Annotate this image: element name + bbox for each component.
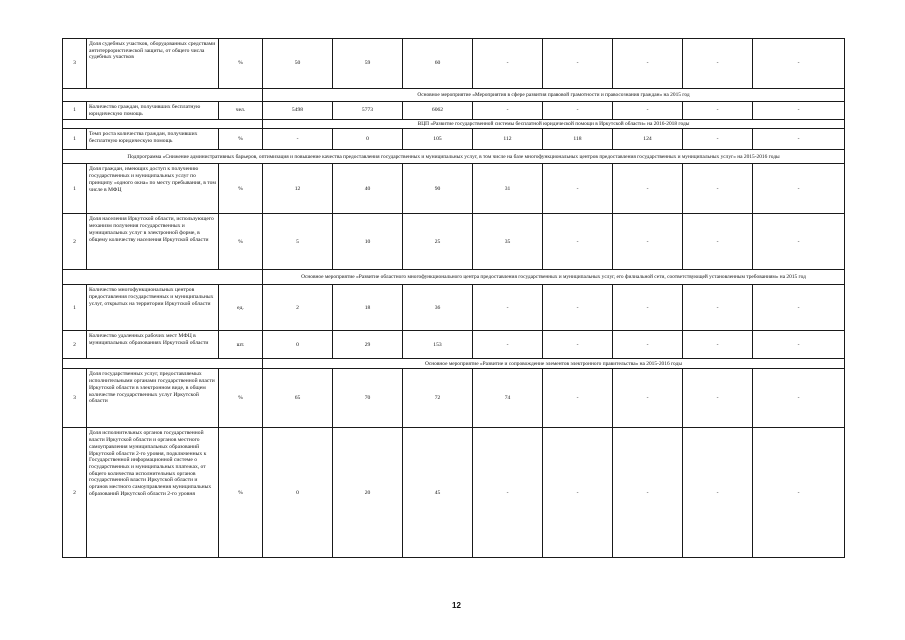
header-blank-cell <box>63 359 263 369</box>
indicator-name: Количество граждан, получивших бесплатную юридическую помощь <box>87 102 219 120</box>
section-header-row <box>63 89 845 102</box>
page-number: 12 <box>452 601 461 610</box>
row-number: 1 <box>63 102 87 120</box>
unit-cell: % <box>219 214 263 270</box>
row-number: 3 <box>63 369 87 428</box>
value-cell: 70 <box>333 369 403 428</box>
row-number: 1 <box>63 164 87 214</box>
header-blank-cell <box>63 120 263 129</box>
row-number: 2 <box>63 331 87 359</box>
value-cell: 5 <box>263 214 333 270</box>
value-cell: 18 <box>333 285 403 331</box>
value-cell: 36 <box>403 285 473 331</box>
value-cell: - <box>683 285 753 331</box>
section-header: Подпрограмма «Снижение административных барьеров, оптимизация и повышение качества предоставления государственных и муниципальных услуг, в том числе на базе многофункциональных центров предоставления государственных и муниципальных услуг» на 2015-2016 годы <box>63 150 845 164</box>
value-cell: 50 <box>263 39 333 89</box>
section-header-row <box>63 120 845 129</box>
header-blank-cell <box>63 89 263 102</box>
section-header-row <box>63 359 845 369</box>
value-cell: - <box>683 331 753 359</box>
value-cell: - <box>683 164 753 214</box>
value-cell: - <box>543 214 613 270</box>
table-body <box>63 39 845 558</box>
value-cell: - <box>683 428 753 558</box>
value-cell: - <box>753 214 845 270</box>
indicator-name: Доля государственных услуг, предоставляемых исполнительными органами государственной власти Иркутской области в электронном виде, в общем количестве государственных услуг Иркутской области <box>87 369 219 428</box>
table-row <box>63 214 845 270</box>
value-cell: 74 <box>473 369 543 428</box>
indicator-name: Количество удаленных рабочих мест МФЦ в муниципальных образованиях Иркутской области <box>87 331 219 359</box>
table-row <box>63 428 845 558</box>
value-cell: - <box>543 164 613 214</box>
section-header: Основное мероприятие «Мероприятия в сфере развития правовой грамотности и правосознания граждан» на 2015 год <box>263 89 845 102</box>
unit-cell: % <box>219 428 263 558</box>
unit-cell: % <box>219 369 263 428</box>
value-cell: - <box>753 129 845 150</box>
value-cell: - <box>543 102 613 120</box>
indicator-name: Темп роста количества граждан, получивших бесплатную юридическую помощь <box>87 129 219 150</box>
row-number: 1 <box>63 129 87 150</box>
value-cell: 20 <box>333 428 403 558</box>
value-cell: - <box>753 102 845 120</box>
value-cell: - <box>543 39 613 89</box>
value-cell: - <box>683 214 753 270</box>
value-cell: 40 <box>333 164 403 214</box>
value-cell: - <box>543 331 613 359</box>
value-cell: - <box>683 102 753 120</box>
value-cell: 90 <box>403 164 473 214</box>
value-cell: - <box>473 428 543 558</box>
value-cell: - <box>683 369 753 428</box>
value-cell: - <box>613 102 683 120</box>
value-cell: 65 <box>263 369 333 428</box>
row-number: 3 <box>63 39 87 89</box>
value-cell: 0 <box>333 129 403 150</box>
value-cell: - <box>753 369 845 428</box>
table-row <box>63 369 845 428</box>
section-header: Основное мероприятие «Развитие областного многофункционального центра предоставления государственных и муниципальных услуг, его филиальной сети, соответствующей установленным требованиям» на 2015 год <box>263 270 845 285</box>
value-cell: 0 <box>263 428 333 558</box>
value-cell: - <box>683 39 753 89</box>
value-cell: 59 <box>333 39 403 89</box>
value-cell: - <box>613 39 683 89</box>
value-cell: - <box>753 331 845 359</box>
unit-cell: шт. <box>219 331 263 359</box>
value-cell: 153 <box>403 331 473 359</box>
indicator-name: Количество многофункциональных центров предоставления государственных и муниципальных услуг, открытых на территории Иркутской области <box>87 285 219 331</box>
value-cell: - <box>613 214 683 270</box>
value-cell: 124 <box>613 129 683 150</box>
table-row <box>63 39 845 89</box>
value-cell: - <box>683 129 753 150</box>
indicator-name: Доля исполнительных органов государственной власти Иркутской области и органов местного самоуправления муниципальных образований Иркутской области 2-го уровня, подключенных к Государственной информационной системе о государственных и муниципальных платежах, от общего количества исполнительных органов государственной власти Иркутской области и органов местного самоуправления муниципальных образований Иркутской области 2-го уровня <box>87 428 219 558</box>
value-cell: - <box>543 369 613 428</box>
value-cell: 12 <box>263 164 333 214</box>
indicators-table <box>62 38 845 558</box>
value-cell: - <box>543 428 613 558</box>
value-cell: - <box>753 428 845 558</box>
indicator-name: Доля судебных участков, оборудованных средствами антитеррористической защиты, от общего числа судебных участков <box>87 39 219 89</box>
row-number: 1 <box>63 285 87 331</box>
value-cell: - <box>753 285 845 331</box>
unit-cell: % <box>219 164 263 214</box>
value-cell: 2 <box>263 285 333 331</box>
value-cell: 72 <box>403 369 473 428</box>
unit-cell: % <box>219 39 263 89</box>
value-cell: - <box>263 129 333 150</box>
value-cell: - <box>613 369 683 428</box>
table-row <box>63 285 845 331</box>
indicator-name: Доля граждан, имеющих доступ к получению государственных и муниципальных услуг по принципу «одного окна» по месту пребывания, в том числе в МФЦ <box>87 164 219 214</box>
value-cell: - <box>473 39 543 89</box>
section-header: ВЦП «Развитие государственной системы бесплатной юридической помощи в Иркутской области» на 2016-2018 годы <box>263 120 845 129</box>
table-row <box>63 102 845 120</box>
value-cell: 112 <box>473 129 543 150</box>
value-cell: 25 <box>403 214 473 270</box>
value-cell: 6062 <box>403 102 473 120</box>
indicator-name: Доля населения Иркутской области, использующего механизм получения государственных и муниципальных услуг в электронной форме, в общему количеству населения Иркутской области <box>87 214 219 270</box>
value-cell: 105 <box>403 129 473 150</box>
value-cell: 118 <box>543 129 613 150</box>
row-number: 2 <box>63 428 87 558</box>
value-cell: - <box>753 164 845 214</box>
value-cell: - <box>473 285 543 331</box>
table-row <box>63 331 845 359</box>
value-cell: - <box>613 164 683 214</box>
value-cell: 60 <box>403 39 473 89</box>
section-header-row <box>63 270 845 285</box>
unit-cell: ед. <box>219 285 263 331</box>
section-header-row <box>63 150 845 164</box>
section-header: Основное мероприятие «Развитие и сопровождение элементов электронного правительства» на 2015-2016 годы <box>263 359 845 369</box>
value-cell: 35 <box>473 214 543 270</box>
value-cell: 0 <box>263 331 333 359</box>
table-row <box>63 164 845 214</box>
value-cell: - <box>473 331 543 359</box>
value-cell: 5498 <box>263 102 333 120</box>
value-cell: 31 <box>473 164 543 214</box>
value-cell: - <box>543 285 613 331</box>
value-cell: - <box>613 428 683 558</box>
value-cell: - <box>613 285 683 331</box>
unit-cell: % <box>219 129 263 150</box>
value-cell: - <box>473 102 543 120</box>
unit-cell: чел. <box>219 102 263 120</box>
header-blank-cell <box>63 270 263 285</box>
value-cell: 10 <box>333 214 403 270</box>
value-cell: - <box>753 39 845 89</box>
value-cell: 5773 <box>333 102 403 120</box>
value-cell: 45 <box>403 428 473 558</box>
value-cell: 29 <box>333 331 403 359</box>
table-row <box>63 129 845 150</box>
row-number: 2 <box>63 214 87 270</box>
value-cell: - <box>613 331 683 359</box>
